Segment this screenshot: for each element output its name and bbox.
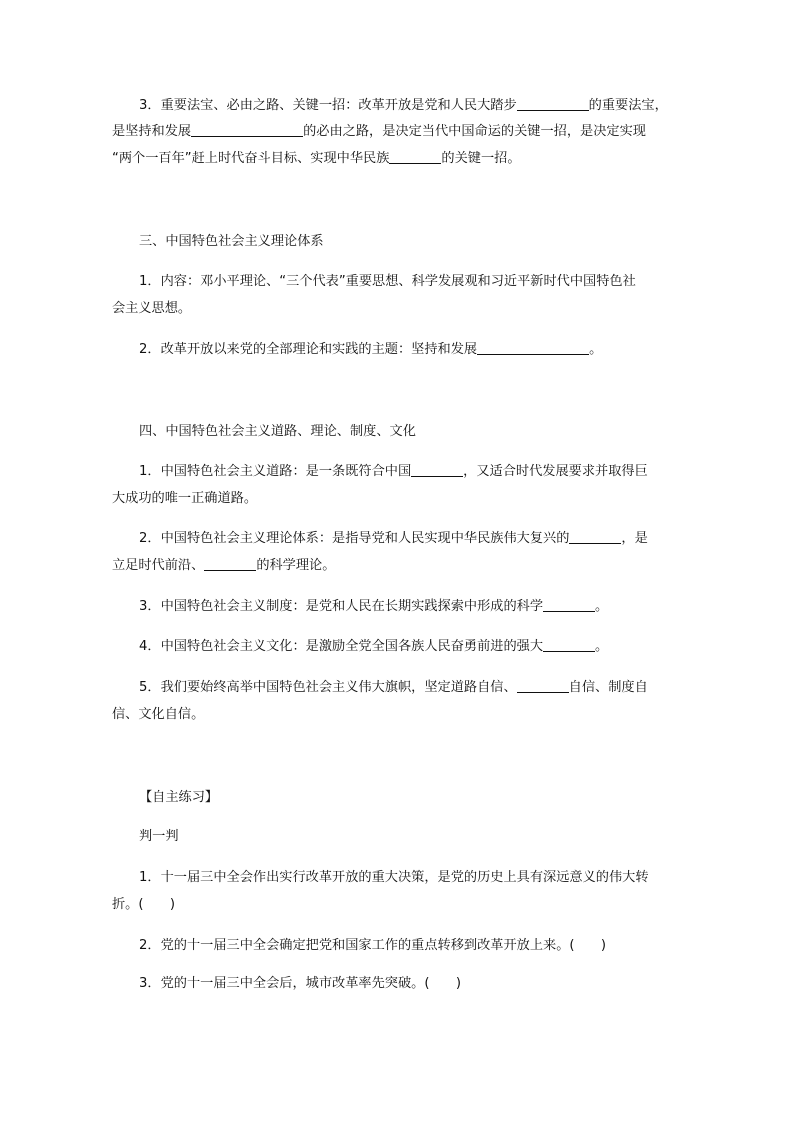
fill-blank <box>204 556 256 571</box>
text-segment: ，是 <box>621 531 648 546</box>
text-segment: 的重要法宝， <box>588 98 668 113</box>
text-segment: ，又适合时代发展要求并取得巨 <box>463 464 648 479</box>
text-segment: 1．十一届三中全会作出实行改革开放的重大决策，是党的历史上具有深远意义的伟大转 <box>139 870 649 885</box>
text-segment: 。 <box>595 599 609 614</box>
text-segment: 会主义思想。 <box>112 301 192 316</box>
fill-blank <box>569 529 621 544</box>
practice-subtitle: 判一判 <box>139 829 179 844</box>
text-segment: 的必由之路，是决定当代中国命运的关键一招，是决定实现 <box>303 124 646 139</box>
text-segment: 1．中国特色社会主义道路：是一条既符合中国 <box>139 464 412 479</box>
fill-blank <box>389 149 441 164</box>
fill-blank <box>477 340 589 355</box>
text-segment: 3．中国特色社会主义制度：是党和人民在长期实践探索中形成的科学 <box>139 599 544 614</box>
paragraph-line <box>112 701 684 729</box>
paragraph-line <box>112 633 711 661</box>
text-segment: 的关键一招。 <box>441 151 521 166</box>
practice-title: 【自主练习】 <box>139 790 219 805</box>
fill-blank <box>191 122 303 137</box>
paragraph-line <box>112 552 684 580</box>
paragraph-line <box>112 525 711 553</box>
fill-blank <box>517 96 589 111</box>
text-segment: 自信、制度自 <box>568 680 648 695</box>
paragraph-line <box>112 268 711 296</box>
paragraph-line <box>112 92 711 120</box>
text-segment: 4．中国特色社会主义文化：是激励全党全国各族人民奋勇前进的强大 <box>139 639 544 654</box>
text-segment: 。 <box>595 639 609 654</box>
question-line <box>112 970 711 998</box>
paragraph-line <box>112 593 711 621</box>
question-line <box>112 864 711 892</box>
fill-blank <box>411 462 463 477</box>
question-line <box>112 891 684 919</box>
text-segment: 2．中国特色社会主义理论体系：是指导党和人民实现中华民族伟大复兴的 <box>139 531 570 546</box>
paragraph-line <box>112 485 684 513</box>
section-heading: 四、中国特色社会主义道路、理论、制度、文化 <box>139 424 416 439</box>
question-line <box>112 932 711 960</box>
text-segment: 信、文化自信。 <box>112 707 205 722</box>
text-segment: 1．内容：邓小平理论、“三个代表”重要思想、科学发展观和习近平新时代中国特色社 <box>139 274 636 289</box>
paragraph-line <box>112 336 711 364</box>
fill-blank <box>543 637 595 652</box>
text-segment: 3．党的十一届三中全会后，城市改革率先突破。( ) <box>139 976 461 991</box>
fill-blank <box>517 678 569 693</box>
text-segment: 2．改革开放以来党的全部理论和实践的主题：坚持和发展 <box>139 342 478 357</box>
paragraph-line <box>112 674 711 702</box>
paragraph-line <box>112 458 711 486</box>
paragraph-line <box>112 145 684 173</box>
text-segment: 折。( ) <box>112 897 176 912</box>
section-heading: 三、中国特色社会主义理论体系 <box>139 234 324 249</box>
text-segment: 大成功的唯一正确道路。 <box>112 491 258 506</box>
text-segment: 立足时代前沿、 <box>112 558 205 573</box>
text-segment: 5．我们要始终高举中国特色社会主义伟大旗帜，坚定道路自信、 <box>139 680 517 695</box>
text-segment: 。 <box>589 342 603 357</box>
text-segment: 的科学理论。 <box>256 558 336 573</box>
text-segment: “两个一百年”赶上时代奋斗目标、实现中华民族 <box>112 151 390 166</box>
text-segment: 2．党的十一届三中全会确定把党和国家工作的重点转移到改革开放上来。( ) <box>139 938 607 953</box>
paragraph-line <box>112 295 684 323</box>
paragraph-line <box>112 118 684 146</box>
text-segment: 3．重要法宝、必由之路、关键一招：改革开放是党和人民大踏步 <box>139 98 517 113</box>
fill-blank <box>543 597 595 612</box>
text-segment: 是坚持和发展 <box>112 124 192 139</box>
